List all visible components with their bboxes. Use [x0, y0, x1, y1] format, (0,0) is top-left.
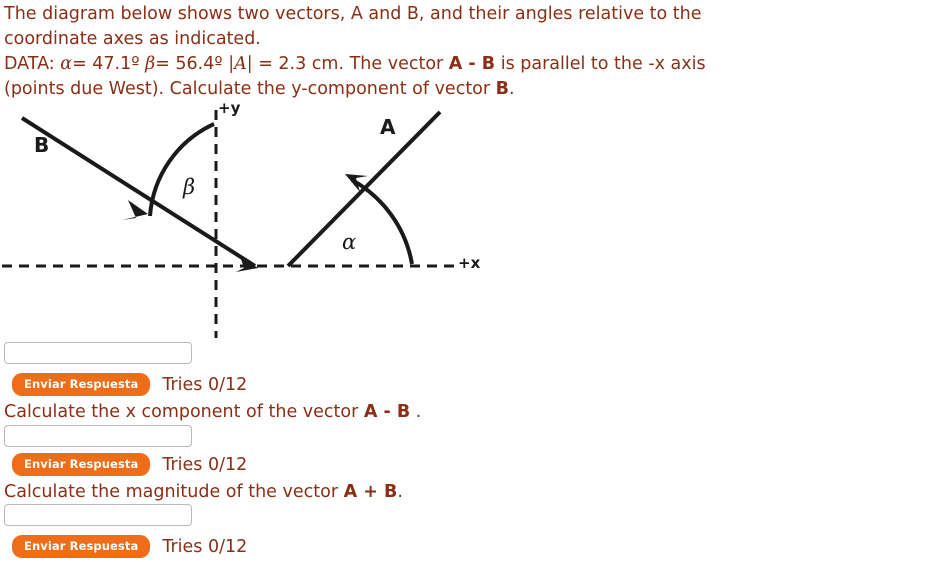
submit-row-2: [12, 453, 929, 476]
beta-arc: [150, 124, 214, 216]
question-2-pre: Calculate the x component of the vector: [4, 402, 364, 422]
statement-line-3-tail: is parallel to the -x axis: [495, 54, 706, 74]
label-vector-a: A: [380, 115, 396, 139]
tries-counter-1: Tries 0/12: [162, 374, 248, 395]
question-2-post: .: [410, 402, 422, 422]
question-3-post: .: [397, 482, 403, 502]
submit-answer-button-1[interactable]: Enviar Respuesta: [12, 373, 150, 396]
beta-symbol: β: [145, 54, 156, 74]
vector-b-inline: B: [495, 79, 509, 99]
vector-a-minus-b-inline: A - B: [448, 54, 496, 74]
statement-line-1: The diagram below shows two vectors, A and B, and their angles relative to the: [4, 4, 702, 24]
vector-b-line: [22, 118, 255, 266]
vector-diagram: [0, 96, 520, 341]
statement-line-2: coordinate axes as indicated.: [4, 29, 261, 49]
label-vector-b: B: [34, 133, 50, 157]
problem-statement: [4, 2, 925, 102]
magnitude-a-symbol: |A|: [228, 54, 253, 74]
statement-line-4-end: .: [509, 79, 515, 99]
label-x-axis: +x: [458, 254, 481, 272]
submit-answer-button-3[interactable]: Enviar Respuesta: [12, 535, 150, 558]
alpha-value: = 47.1º: [72, 54, 146, 74]
label-alpha: α: [342, 230, 357, 254]
tries-counter-2: Tries 0/12: [162, 454, 248, 475]
question-text-2: [4, 400, 929, 424]
beta-value: = 56.4º: [155, 54, 229, 74]
statement-line-4-text: (points due West). Calculate the y-component of vector: [4, 79, 496, 99]
answer-input-1[interactable]: [4, 342, 192, 364]
answer-input-row-1: [4, 341, 929, 364]
question-3-pre: Calculate the magnitude of the vector: [4, 482, 344, 502]
submit-answer-button-2[interactable]: Enviar Respuesta: [12, 453, 150, 476]
answer-input-row-2: [4, 424, 929, 447]
answer-input-row-3: [4, 503, 929, 526]
question-2-vector: A - B: [363, 402, 411, 422]
statement-line-3: [4, 52, 925, 77]
vector-b-midarrow: [122, 200, 148, 220]
answer-input-3[interactable]: [4, 504, 192, 526]
tries-counter-3: Tries 0/12: [162, 536, 248, 557]
question-3-vector: A + B: [343, 482, 398, 502]
label-beta: β: [183, 175, 196, 199]
answer-input-2[interactable]: [4, 425, 192, 447]
data-prefix: DATA:: [4, 54, 61, 74]
magnitude-a-value: = 2.3 cm. The vector: [252, 54, 449, 74]
submit-row-1: [12, 373, 929, 396]
question-text-3: [4, 480, 929, 504]
label-y-axis: +y: [218, 99, 241, 117]
alpha-symbol: α: [60, 54, 73, 74]
submit-row-3: [12, 535, 929, 558]
